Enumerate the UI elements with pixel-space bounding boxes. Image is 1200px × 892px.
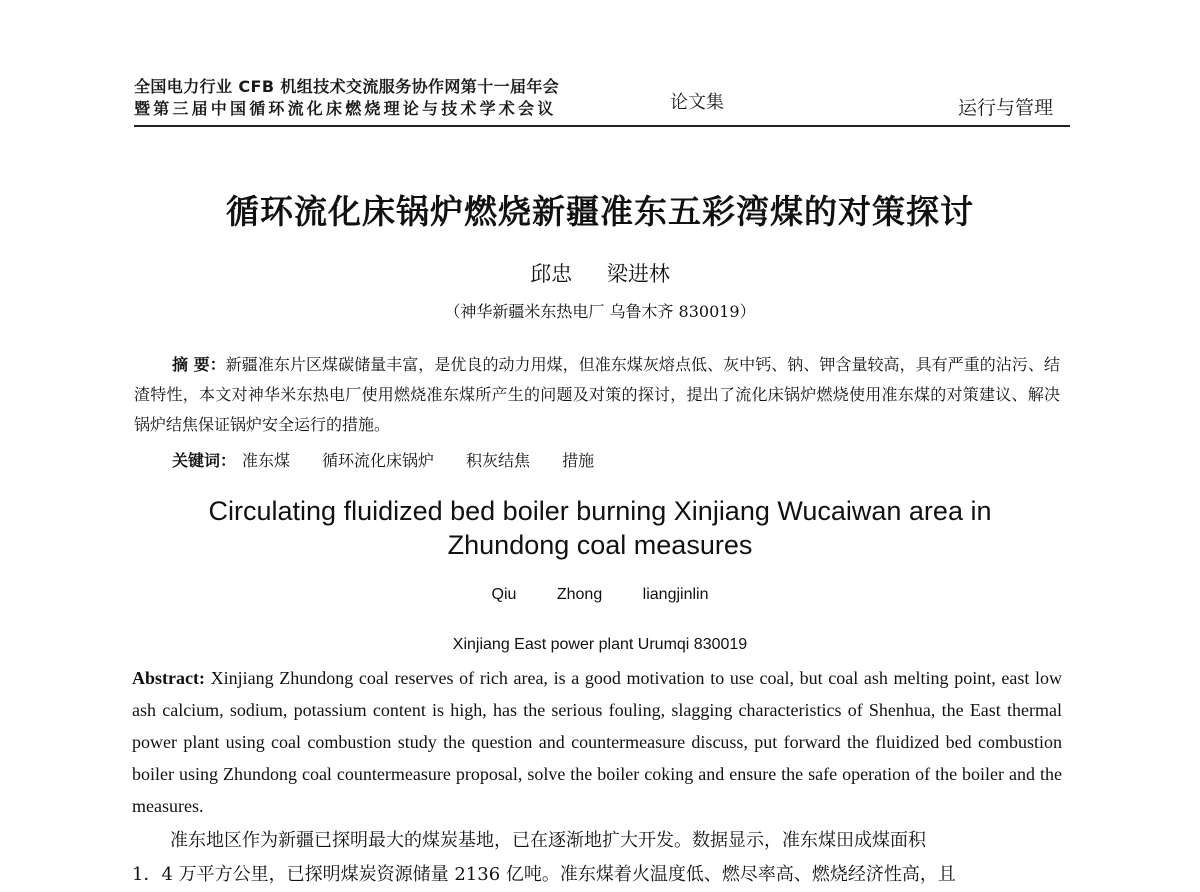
conference-name [134, 76, 559, 120]
abstract-zh-label: 摘 要： [172, 355, 226, 374]
affiliation-en: Xinjiang East power plant Urumqi 830019 [452, 636, 748, 653]
keyword-item: 积灰结焦 [466, 451, 531, 470]
authors-zh: 邱忠 梁进林 [530, 262, 670, 286]
abstract-zh-text: 新疆准东片区煤碳储量丰富，是优良的动力用煤，但准东煤灰熔点低、灰中钙、钠、钾含量较高，具有严重的沾污、结渣特性，本文对神华米东热电厂使用燃烧准东煤所产生的问题及对策的探讨，提出了流化床锅炉燃烧使用准东煤的对策建议、解决锅炉结焦保证锅炉安全运行的措施。 [134, 355, 1060, 434]
collection-label: 论文集 [670, 92, 724, 113]
keyword-item: 循环流化床锅炉 [322, 451, 435, 470]
affiliation-zh: （神华新疆米东热电厂 乌鲁木齐 830019） [444, 302, 756, 321]
abstract-en-label: Abstract: [132, 668, 205, 688]
section-label: 运行与管理 [958, 97, 1054, 119]
authors-en: Qiu Zhong liangjinlin [491, 586, 709, 603]
paper-title-zh: 循环流化床锅炉燃烧新疆准东五彩湾煤的对策探讨 [226, 192, 974, 231]
conference-line-1: 全国电力行业 CFB 机组技术交流服务协作网第十一届年会 [134, 77, 560, 96]
keyword-item: 准东煤 [242, 451, 291, 470]
keyword-item: 措施 [562, 451, 595, 470]
keywords-zh-label: 关键词： [172, 451, 237, 470]
header-rule [134, 125, 1070, 127]
abstract-zh [134, 350, 1060, 440]
body-text [132, 824, 1062, 892]
abstract-en [132, 662, 1062, 822]
body-line-1: 准东地区作为新疆已探明最大的煤炭基地，已在逐渐地扩大开发。数据显示，准东煤田成煤面积 [170, 830, 926, 851]
body-line-2: 1．4 万平方公里，已探明煤炭资源储量 2136 亿吨。准东煤着火温度低、燃尽率高、燃烧经济性高，且 [132, 864, 956, 885]
paper-title-en-line-1: Circulating fluidized bed boiler burning Xinjiang Wucaiwan area in [208, 496, 992, 526]
paper-title-en-line-2: Zhundong coal measures [447, 530, 753, 560]
keywords-zh [172, 448, 620, 471]
paper-title-en [0, 494, 1200, 562]
conference-line-2: 暨第三届中国循环流化床燃烧理论与技术学术会议 [134, 99, 557, 118]
abstract-en-text: Xinjiang Zhundong coal reserves of rich area, is a good motivation to use coal, but coal ash melting point, east low ash calcium, sodium, potassium content is high, has the serious fouling, slagging characteristics of Shenhua, the East thermal power plant using coal combustion study the question and countermeasure discuss, put forward the fluidized bed combustion boiler using Zhundong coal countermeasure proposal, solve the boiler coking and ensure the safe operation of the boiler and the measures. [132, 668, 1062, 816]
